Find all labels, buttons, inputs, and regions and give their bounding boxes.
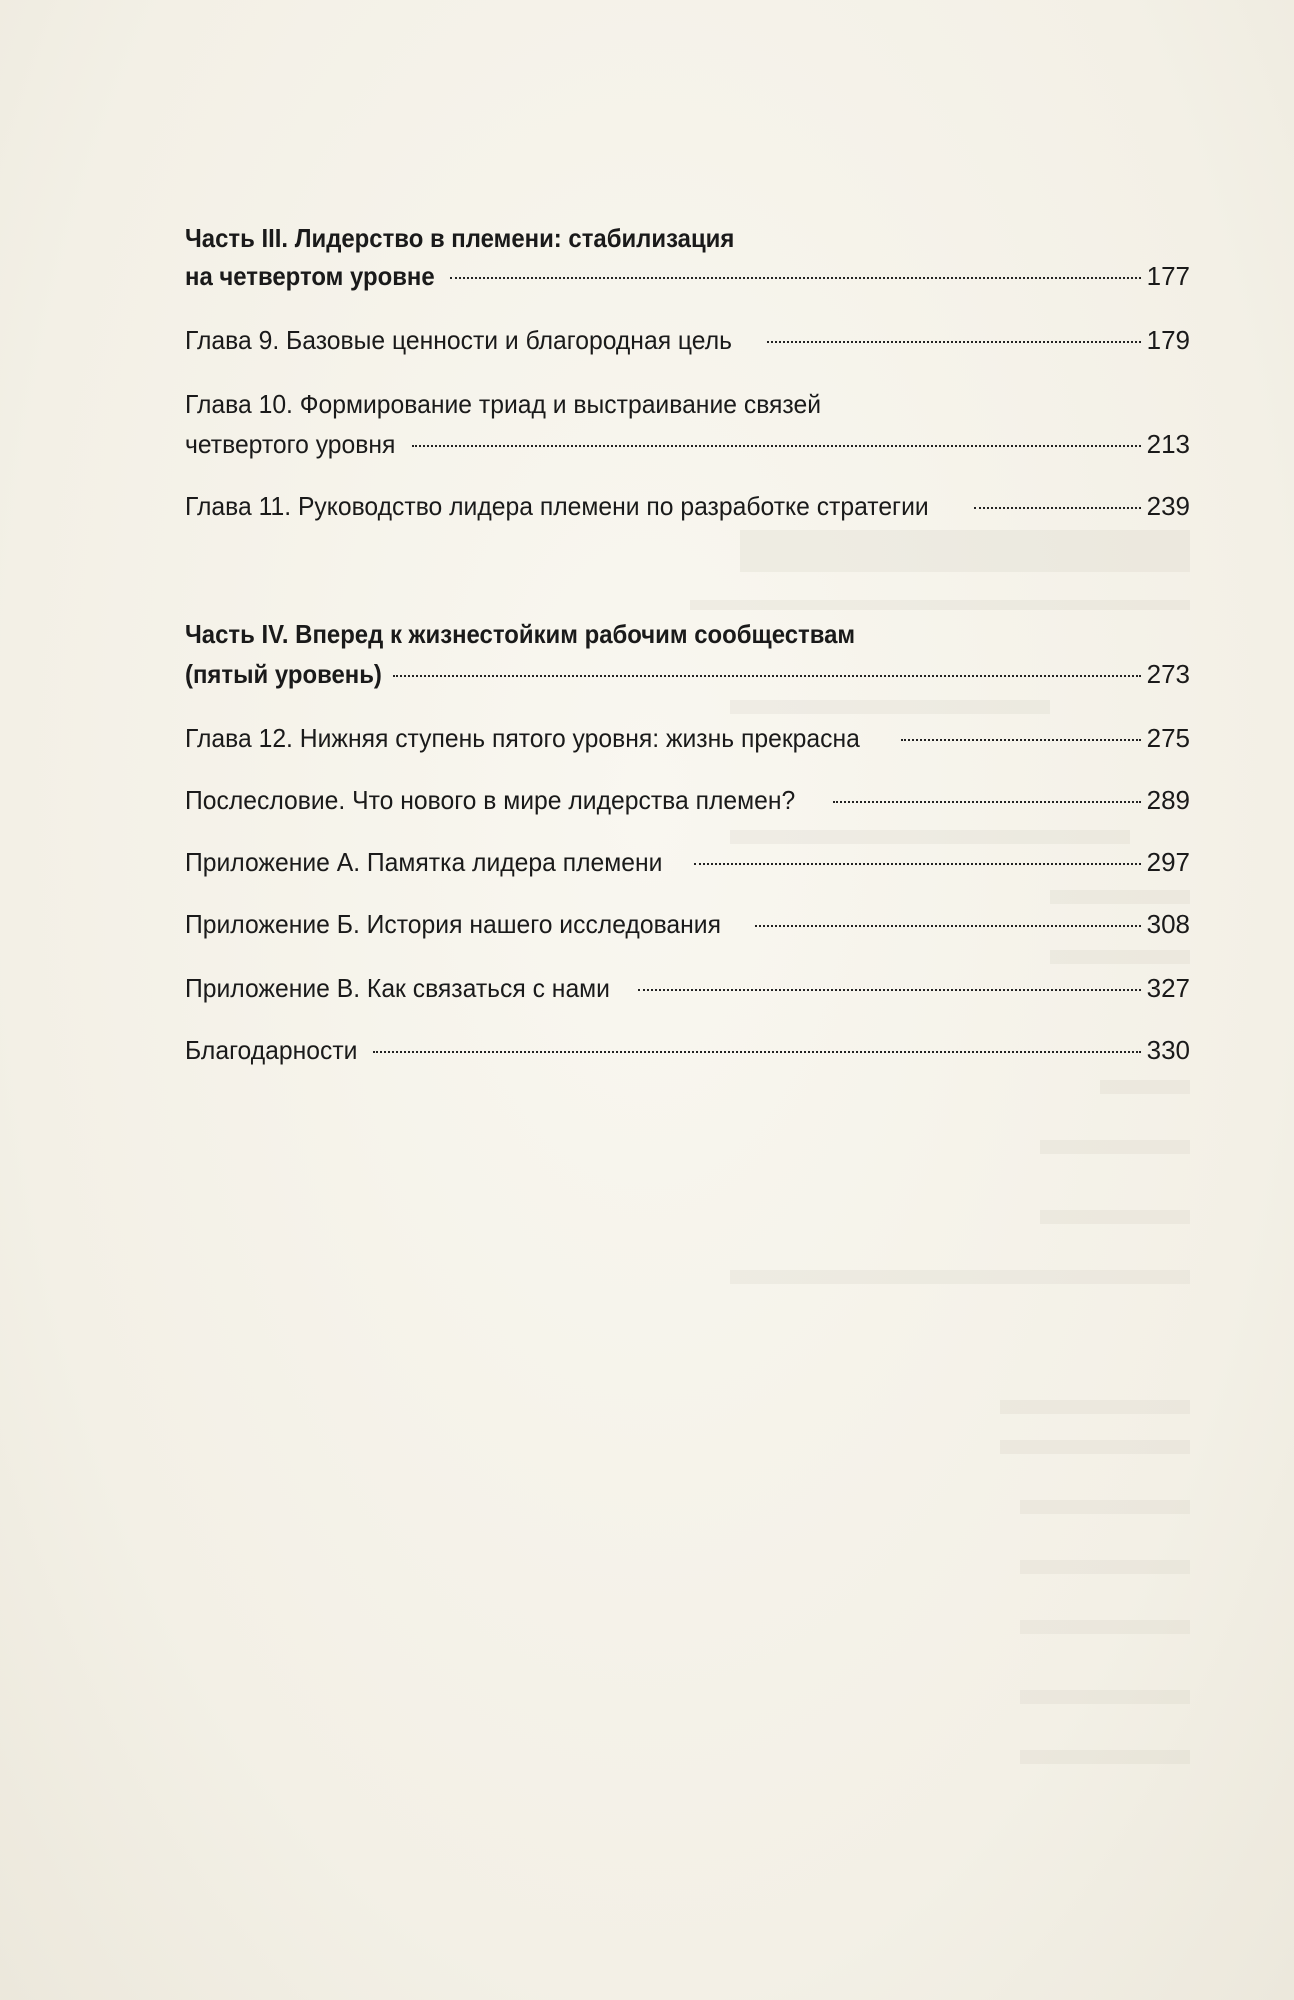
dot-leader bbox=[901, 739, 1140, 741]
page-number: 275 bbox=[1146, 723, 1190, 753]
toc-entry-afterword[interactable] bbox=[185, 778, 1190, 822]
toc-entry-appendix-a[interactable] bbox=[185, 840, 1190, 884]
page-number: 213 bbox=[1146, 429, 1190, 459]
toc-entry-ch9[interactable] bbox=[185, 318, 1190, 362]
page-number: 308 bbox=[1146, 909, 1190, 939]
part3-title-line1: Часть III. Лидерство в племени: стабилизация bbox=[185, 223, 735, 253]
toc-entry-ch10[interactable] bbox=[185, 422, 1190, 466]
dot-leader bbox=[694, 863, 1141, 865]
dot-leader bbox=[450, 277, 1140, 279]
entry-label: Приложение А. Памятка лидера племени bbox=[185, 847, 663, 877]
ch10-title-line1: Глава 10. Формирование триад и выстраивание связей bbox=[185, 389, 822, 419]
page-number: 273 bbox=[1146, 659, 1190, 689]
dot-leader bbox=[638, 989, 1140, 991]
part4-title-line2: (пятый уровень) bbox=[185, 659, 382, 689]
page-number: 297 bbox=[1146, 847, 1190, 877]
entry-label: Глава 9. Базовые ценности и благородная цель bbox=[185, 325, 733, 355]
page-number: 327 bbox=[1146, 973, 1190, 1003]
page-number: 177 bbox=[1146, 261, 1190, 291]
toc-entry-appendix-c[interactable] bbox=[185, 966, 1190, 1010]
page-number: 289 bbox=[1146, 785, 1190, 815]
toc-entry-part4[interactable] bbox=[185, 652, 1190, 696]
entry-label: Послесловие. Что нового в мире лидерства племен? bbox=[185, 785, 796, 815]
part4-title-line1: Часть IV. Вперед к жизнестойким рабочим сообществам bbox=[185, 619, 856, 649]
entry-label: Глава 11. Руководство лидера племени по разработке стратегии bbox=[185, 491, 929, 521]
dot-leader bbox=[833, 801, 1140, 803]
dot-leader bbox=[974, 507, 1141, 509]
dot-leader bbox=[755, 925, 1140, 927]
dot-leader bbox=[412, 445, 1140, 447]
dot-leader bbox=[393, 675, 1141, 677]
page-number: 330 bbox=[1146, 1035, 1190, 1065]
part3-title-line2: на четвертом уровне bbox=[185, 261, 435, 291]
toc-entry-ch11[interactable] bbox=[185, 484, 1190, 528]
toc-entry-acknowledgments[interactable] bbox=[185, 1028, 1190, 1072]
entry-label: Глава 12. Нижняя ступень пятого уровня: жизнь прекрасна bbox=[185, 723, 860, 753]
entry-label: Благодарности bbox=[185, 1035, 358, 1065]
page-number: 179 bbox=[1146, 325, 1190, 355]
page-number: 239 bbox=[1146, 491, 1190, 521]
entry-label: Приложение Б. История нашего исследования bbox=[185, 909, 721, 939]
dot-leader bbox=[767, 341, 1141, 343]
dot-leader bbox=[373, 1051, 1141, 1053]
toc-entry-appendix-b[interactable] bbox=[185, 902, 1190, 946]
toc-entry-ch12[interactable] bbox=[185, 716, 1190, 760]
toc-entry-part3[interactable] bbox=[185, 254, 1190, 298]
ch10-title-line2: четвертого уровня bbox=[185, 429, 396, 459]
entry-label: Приложение В. Как связаться с нами bbox=[185, 973, 610, 1003]
